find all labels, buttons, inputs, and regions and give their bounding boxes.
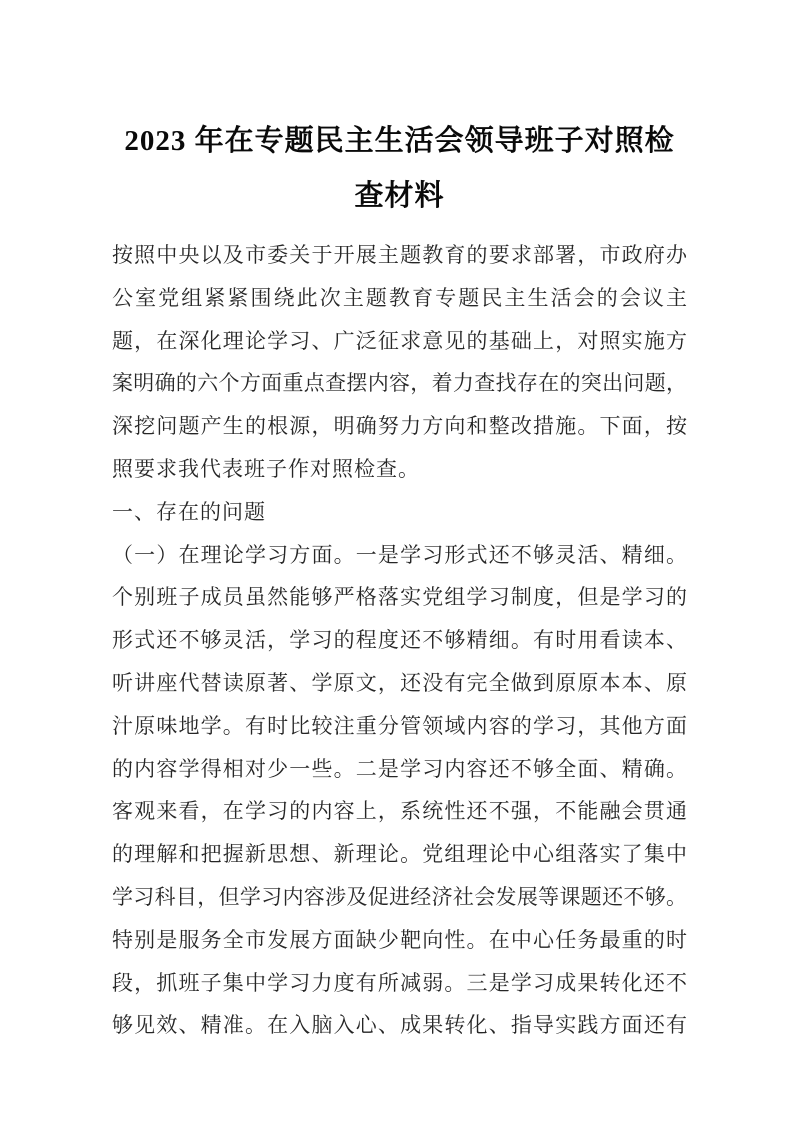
paragraph xyxy=(112,234,687,491)
text-line: 一、存在的问题 xyxy=(112,499,266,524)
text-line: 特别是服务全市发展方面缺少靶向性。在中心任务最重的时 xyxy=(112,927,687,952)
text-line: 公室党组紧紧围绕此次主题教育专题民主生活会的会议主 xyxy=(112,285,687,310)
paragraph xyxy=(112,534,687,1048)
text-line: 按照中央以及市委关于开展主题教育的要求部署，市政府办 xyxy=(112,243,687,267)
text-line: 照要求我代表班子作对照检查。 xyxy=(112,456,420,481)
text-line: 学习科目，但学习内容涉及促进经济社会发展等课题还不够。 xyxy=(112,884,687,909)
text-line: 的理解和把握新思想、新理论。党组理论中心组落实了集中 xyxy=(112,842,687,867)
text-line: 形式还不够灵活，学习的程度还不够精细。有时用看读本、 xyxy=(112,628,687,653)
text-line: 汁原味地学。有时比较注重分管领域内容的学习，其他方面 xyxy=(112,713,687,738)
text-line: 题，在深化理论学习、广泛征求意见的基础上，对照实施方 xyxy=(112,328,687,353)
text-line: （一）在理论学习方面。一是学习形式还不够灵活、精细。 xyxy=(112,542,687,567)
text-line: 够见效、精准。在入脑入心、成果转化、指导实践方面还有 xyxy=(112,1013,687,1038)
document-title-line-1: 2023 年在专题民主生活会领导班子对照检 xyxy=(124,125,675,157)
text-line: 客观来看，在学习的内容上，系统性还不强，不能融会贯通 xyxy=(112,799,687,824)
text-line: 案明确的六个方面重点查摆内容，着力查找存在的突出问题， xyxy=(112,371,687,396)
document-content xyxy=(112,114,687,1047)
document-title xyxy=(112,114,687,224)
text-line: 听讲座代替读原著、学原文，还没有完全做到原原本本、原 xyxy=(112,670,687,695)
document-body xyxy=(112,234,687,1047)
section-heading xyxy=(112,491,687,534)
text-line: 的内容学得相对少一些。二是学习内容还不够全面、精确。 xyxy=(112,756,687,781)
text-line: 个别班子成员虽然能够严格落实党组学习制度，但是学习的 xyxy=(112,585,687,610)
text-line: 段，抓班子集中学习力度有所减弱。三是学习成果转化还不 xyxy=(112,970,687,995)
text-line: 深挖问题产生的根源，明确努力方向和整改措施。下面，按 xyxy=(112,414,687,439)
document-title-line-2: 查材料 xyxy=(354,180,445,212)
